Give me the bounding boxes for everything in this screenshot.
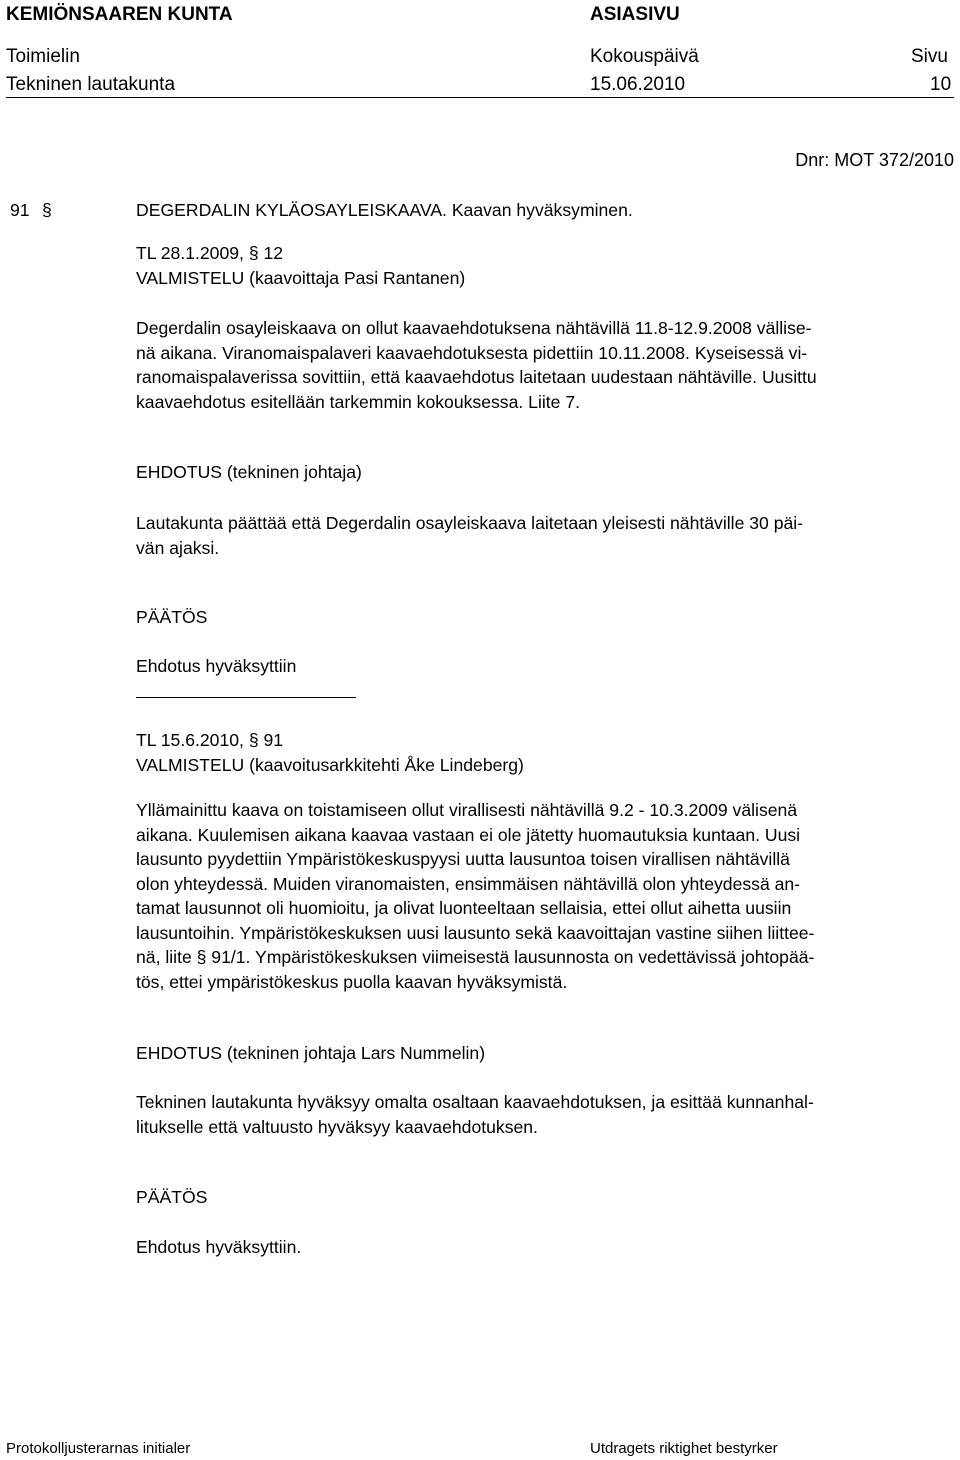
item-number: 91 <box>10 200 30 220</box>
body-line: Yllämainittu kaava on toistamiseen ollut virallisesti nähtävillä 9.2 - 10.3.2009 välisenä <box>136 800 798 820</box>
second-meeting-body <box>136 798 954 994</box>
first-decision-text: Ehdotus hyväksyttiin <box>136 656 297 676</box>
separator-line <box>136 697 356 698</box>
doc-type: ASIASIVU <box>590 4 680 25</box>
dnr: Dnr: MOT 372/2010 <box>795 150 954 170</box>
proposal-line: Lautakunta päättää että Degerdalin osayleiskaava laitetaan yleisesti nähtäville 30 päi- <box>136 513 804 533</box>
footer-left: Protokolljusterarnas initialer <box>6 1440 191 1457</box>
second-meeting-ref: TL 15.6.2010, § 91 <box>136 730 284 750</box>
first-meeting-ref-block <box>136 241 954 290</box>
footer-right: Utdragets riktighet bestyrker <box>590 1440 778 1457</box>
organ-value: Tekninen lautakunta <box>6 74 176 95</box>
proposal-line: litukselle että valtuusto hyväksyy kaavaehdotuksen. <box>136 1116 538 1137</box>
first-decision-heading: PÄÄTÖS <box>136 607 208 627</box>
second-meeting-prep: VALMISTELU (kaavoitusarkkitehti Åke Lindeberg) <box>136 754 524 775</box>
first-proposal-heading: EHDOTUS (tekninen johtaja) <box>136 462 362 482</box>
proposal-line: Tekninen lautakunta hyväksyy omalta osaltaan kaavaehdotuksen, ja esittää kunnanhal- <box>136 1092 814 1112</box>
second-meeting-ref-block <box>136 728 954 777</box>
date-label: Kokouspäivä <box>590 46 699 67</box>
section-sign: § <box>42 200 52 220</box>
page-value: 10 <box>930 74 952 95</box>
item-title: DEGERDALIN KYLÄOSAYLEISKAAVA. Kaavan hyväksyminen. <box>136 200 633 220</box>
first-proposal-body <box>136 511 954 560</box>
body-line: aikana. Kuulemisen aikana kaavaa vastaan ei ole jätetty huomautuksia kuntaan. Uusi <box>136 824 801 845</box>
body-line: lausuntoihin. Ympäristökeskuksen uusi lausunto sekä kaavoittajan vastine siihen liittee- <box>136 922 815 943</box>
date-value: 15.06.2010 <box>590 74 686 95</box>
second-decision-text: Ehdotus hyväksyttiin. <box>136 1237 302 1257</box>
page-label: Sivu <box>911 46 948 67</box>
org-name: KEMIÖNSAAREN KUNTA <box>6 4 233 25</box>
body-line: lausunto pyydettiin Ympäristökeskuspyysi uutta lausuntoa toisen virallisen nähtävillä <box>136 849 790 869</box>
proposal-line: vän ajaksi. <box>136 537 220 558</box>
second-proposal-body <box>136 1090 954 1139</box>
body-line: ranomaispalaverissa sovittiin, että kaavaehdotus laitetaan uudestaan nähtäville. Uusittu <box>136 367 817 387</box>
body-line: olon yhteydessä. Muiden viranomaisten, ensimmäisen nähtävillä olon yhteydessä an- <box>136 873 801 894</box>
first-meeting-ref: TL 28.1.2009, § 12 <box>136 243 284 263</box>
body-line: tamat lausunnot oli huomioitu, ja olivat luonteeltaan sellaisia, ettei ollut aihetta uusiin <box>136 898 792 918</box>
body-line: nä, liite § 91/1. Ympäristökeskuksen viimeisestä lausunnosta on vedettävissä johtopää- <box>136 947 815 967</box>
second-proposal-heading: EHDOTUS (tekninen johtaja Lars Nummelin) <box>136 1043 486 1063</box>
first-meeting-prep: VALMISTELU (kaavoittaja Pasi Rantanen) <box>136 267 466 288</box>
first-meeting-body <box>136 316 954 414</box>
organ-label: Toimielin <box>6 46 80 67</box>
body-line: tös, ettei ympäristökeskus puolla kaavan hyväksymistä. <box>136 971 568 992</box>
body-line: nä aikana. Viranomaispalaveri kaavaehdotuksesta pidettiin 10.11.2008. Kyseisessä vi- <box>136 342 808 363</box>
header-divider <box>6 97 954 98</box>
second-decision-heading: PÄÄTÖS <box>136 1187 208 1207</box>
body-line: kaavaehdotus esitellään tarkemmin kokouksessa. Liite 7. <box>136 391 580 412</box>
body-line: Degerdalin osayleiskaava on ollut kaavaehdotuksena nähtävillä 11.8-12.9.2008 vällise- <box>136 318 812 338</box>
